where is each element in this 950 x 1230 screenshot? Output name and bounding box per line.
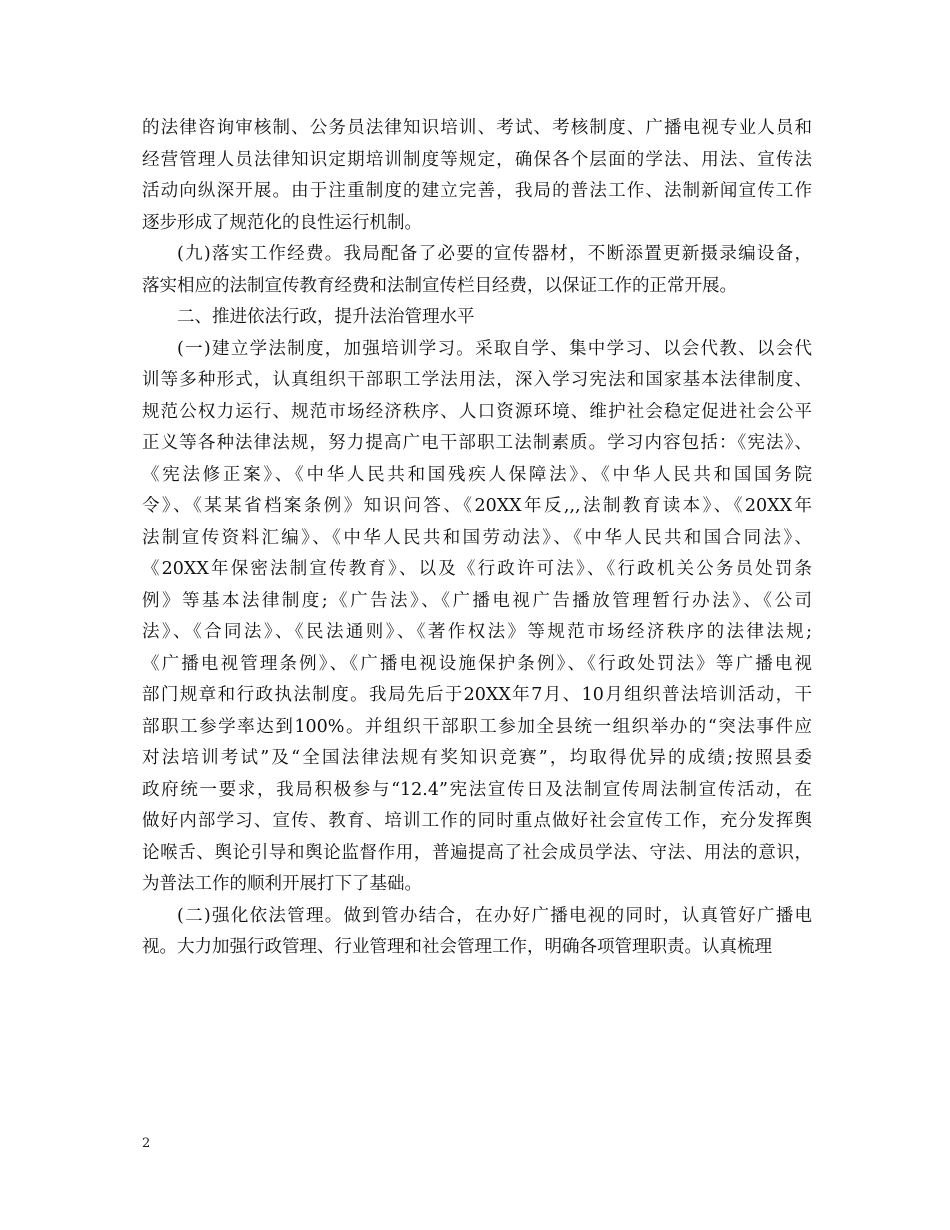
- text-line: 规范公权力运行、规范市场经济秩序、人口资源环境、维护社会稳定促进社会公平: [142, 401, 812, 422]
- text-line: 例》等基本法律制度;《广告法》、《广播电视广告播放管理暂行办法》、《公司: [142, 590, 812, 611]
- text-line: 部门规章和行政执法制度。我局先后于20XX年7月、10月组织普法培训活动，干: [142, 685, 812, 705]
- text-line: 对法培训考试”及“全国法律法规有奖知识竞赛”，均取得优异的成绩;按照县委: [142, 748, 812, 768]
- text-line: 训等多种形式，认真组织干部职工学法用法，深入学习宪法和国家基本法律制度、: [142, 370, 812, 390]
- text-line: 活动向纵深开展。由于注重制度的建立完善，我局的普法工作、法制新闻宣传工作: [142, 181, 812, 201]
- text-line: 正义等各种法律法规，努力提高广电干部职工法制素质。学习内容包括：《宪法》、: [142, 433, 812, 453]
- paragraph: [142, 901, 812, 964]
- text-line: 政府统一要求，我局积极参与“12.4”宪法宣传日及法制宣传周法制宣传活动，在: [142, 779, 812, 800]
- text-line: 为普法工作的顺利开展打下了基础。: [142, 874, 422, 894]
- paragraph: [142, 113, 812, 239]
- text-line: 《宪法修正案》、《中华人民共和国残疾人保障法》、《中华人民共和国国务院: [142, 464, 812, 485]
- text-line: 令》、《某某省档案条例》知识问答、《20XX年反,,,法制教育读本》、《20XX年: [142, 496, 812, 516]
- text-line: 二、推进依法行政，提升法治管理水平: [177, 307, 475, 327]
- page-number: 2: [142, 1136, 151, 1151]
- text-line: 视。大力加强行政管理、行业管理和社会管理工作，明确各项管理职责。认真梳理: [142, 937, 772, 957]
- text-line: (一)建立学法制度，加强培训学习。采取自学、集中学习、以会代教、以会代: [177, 338, 812, 359]
- text-line: 法》、《合同法》、《民法通则》、《著作权法》等规范市场经济秩序的法律法规;: [142, 622, 812, 642]
- text-line: 逐步形成了规范化的良性运行机制。: [142, 212, 422, 233]
- text-line: 做好内部学习、宣传、教育、培训工作的同时重点做好社会宣传工作，充分发挥舆: [142, 811, 812, 831]
- text-line: 《20XX年保密法制宣传教育》、以及《行政许可法》、《行政机关公务员处罚条: [142, 559, 812, 579]
- text-line: (九)落实工作经费。我局配备了必要的宣传器材，不断添置更新摄录编设备，: [177, 244, 812, 264]
- text-line: 的法律咨询审核制、公务员法律知识培训、考试、考核制度、广播电视专业人员和: [142, 118, 812, 138]
- paragraph: [142, 334, 812, 901]
- text-line: 经营管理人员法律知识定期培训制度等规定，确保各个层面的学法、用法、宣传法: [142, 149, 812, 170]
- text-line: 落实相应的法制宣传教育经费和法制宣传栏目经费，以保证工作的正常开展。: [142, 275, 737, 296]
- section-heading: [142, 302, 812, 334]
- text-line: (二)强化依法管理。做到管办结合，在办好广播电视的同时，认真管好广播电: [177, 905, 812, 926]
- text-line: 法制宣传资料汇编》、《中华人民共和国劳动法》、《中华人民共和国合同法》、: [142, 527, 812, 548]
- text-line: 《广播电视管理条例》、《广播电视设施保护条例》、《行政处罚法》等广播电视: [142, 653, 812, 674]
- text-line: 论喉舌、舆论引导和舆论监督作用，普遍提高了社会成员学法、守法、用法的意识，: [142, 842, 812, 863]
- paragraph: [142, 239, 812, 302]
- document-body: [142, 113, 812, 964]
- text-line: 部职工参学率达到100%。并组织干部职工参加全县统一组织举办的“突法事件应: [142, 716, 812, 737]
